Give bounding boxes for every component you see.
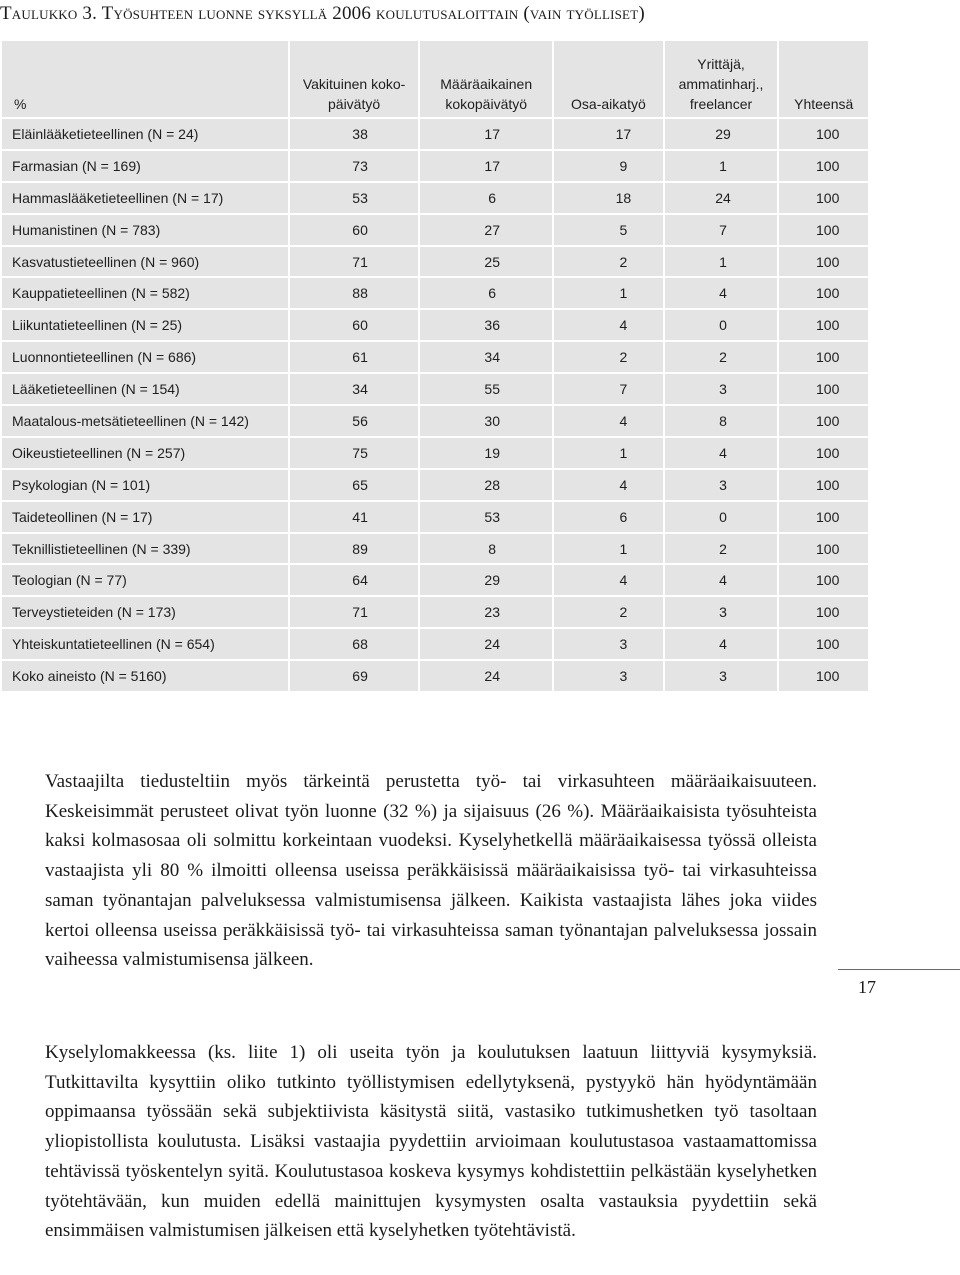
row-label: Humanistinen (N = 783) (2, 215, 288, 245)
table-row (2, 629, 868, 659)
row-label: Luonnontieteellinen (N = 686) (2, 342, 288, 372)
cell-entrepreneur: 4 (665, 438, 778, 468)
cell-part-time: 3 (554, 661, 662, 691)
cell-fixed-term-fulltime: 53 (420, 502, 552, 532)
row-label: Terveystieteiden (N = 173) (2, 597, 288, 627)
cell-part-time: 4 (554, 310, 662, 340)
table-row (2, 342, 868, 372)
cell-permanent-fulltime: 34 (290, 374, 418, 404)
cell-permanent-fulltime: 53 (290, 183, 418, 213)
row-label: Farmasian (N = 169) (2, 151, 288, 181)
row-label: Maatalous-metsätieteellinen (N = 142) (2, 406, 288, 436)
cell-entrepreneur: 3 (665, 597, 778, 627)
cell-entrepreneur: 7 (665, 215, 778, 245)
table-row (2, 438, 868, 468)
cell-fixed-term-fulltime: 17 (420, 119, 552, 149)
cell-part-time: 3 (554, 629, 662, 659)
cell-total: 100 (779, 597, 868, 627)
header-line: Määräaikainen (440, 76, 533, 92)
header-fixed-term-fulltime (420, 41, 552, 117)
cell-part-time: 1 (554, 534, 662, 564)
cell-permanent-fulltime: 41 (290, 502, 418, 532)
header-line: Vakituinen koko- (302, 76, 406, 92)
cell-entrepreneur: 24 (665, 183, 778, 213)
cell-entrepreneur: 3 (665, 470, 778, 500)
cell-entrepreneur: 4 (665, 278, 778, 308)
cell-entrepreneur: 3 (665, 661, 778, 691)
cell-total: 100 (779, 183, 868, 213)
cell-permanent-fulltime: 88 (290, 278, 418, 308)
cell-total: 100 (779, 374, 868, 404)
cell-fixed-term-fulltime: 17 (420, 151, 552, 181)
cell-fixed-term-fulltime: 24 (420, 629, 552, 659)
row-label: Hammaslääketieteellinen (N = 17) (2, 183, 288, 213)
cell-fixed-term-fulltime: 28 (420, 470, 552, 500)
cell-permanent-fulltime: 38 (290, 119, 418, 149)
cell-permanent-fulltime: 60 (290, 215, 418, 245)
row-label: Eläinlääketieteellinen (N = 24) (2, 119, 288, 149)
row-label: Yhteiskuntatieteellinen (N = 654) (2, 629, 288, 659)
table-row (2, 215, 868, 245)
table-row (2, 661, 868, 691)
cell-fixed-term-fulltime: 24 (420, 661, 552, 691)
cell-part-time: 4 (554, 565, 662, 595)
cell-part-time: 5 (554, 215, 662, 245)
cell-permanent-fulltime: 68 (290, 629, 418, 659)
header-line: päivätyö (328, 96, 381, 112)
cell-permanent-fulltime: 71 (290, 247, 418, 277)
page-number: 17 (858, 977, 876, 997)
row-label: Kauppatieteellinen (N = 582) (2, 278, 288, 308)
cell-fixed-term-fulltime: 27 (420, 215, 552, 245)
cell-total: 100 (779, 151, 868, 181)
row-label: Lääketieteellinen (N = 154) (2, 374, 288, 404)
cell-permanent-fulltime: 73 (290, 151, 418, 181)
cell-fixed-term-fulltime: 6 (420, 183, 552, 213)
cell-part-time: 1 (554, 278, 662, 308)
cell-permanent-fulltime: 60 (290, 310, 418, 340)
header-permanent-fulltime (290, 41, 418, 117)
cell-entrepreneur: 4 (665, 629, 778, 659)
cell-part-time: 9 (554, 151, 662, 181)
page-number-rule (838, 969, 960, 970)
cell-part-time: 6 (554, 502, 662, 532)
row-label: Kasvatustieteellinen (N = 960) (2, 247, 288, 277)
cell-total: 100 (779, 278, 868, 308)
header-line: ammatinharj., (678, 76, 764, 92)
row-label: Liikuntatieteellinen (N = 25) (2, 310, 288, 340)
header-total (779, 41, 868, 117)
cell-entrepreneur: 29 (665, 119, 778, 149)
cell-fixed-term-fulltime: 19 (420, 438, 552, 468)
cell-fixed-term-fulltime: 30 (420, 406, 552, 436)
cell-total: 100 (779, 661, 868, 691)
cell-total: 100 (779, 629, 868, 659)
cell-permanent-fulltime: 56 (290, 406, 418, 436)
cell-fixed-term-fulltime: 23 (420, 597, 552, 627)
header-line: freelancer (689, 96, 753, 112)
header-percent: % (2, 41, 288, 117)
cell-entrepreneur: 0 (665, 310, 778, 340)
cell-entrepreneur: 4 (665, 565, 778, 595)
header-line: Yhteensä (794, 96, 854, 112)
cell-permanent-fulltime: 64 (290, 565, 418, 595)
cell-total: 100 (779, 342, 868, 372)
cell-total: 100 (779, 310, 868, 340)
cell-permanent-fulltime: 71 (290, 597, 418, 627)
header-line: kokopäivätyö (445, 96, 528, 112)
table-row (2, 406, 868, 436)
header-line: Yrittäjä, (697, 56, 745, 72)
cell-total: 100 (779, 565, 868, 595)
table-row (2, 119, 868, 149)
cell-fixed-term-fulltime: 34 (420, 342, 552, 372)
cell-total: 100 (779, 502, 868, 532)
cell-entrepreneur: 3 (665, 374, 778, 404)
cell-fixed-term-fulltime: 6 (420, 278, 552, 308)
cell-permanent-fulltime: 69 (290, 661, 418, 691)
cell-part-time: 4 (554, 470, 662, 500)
cell-part-time: 2 (554, 597, 662, 627)
header-entrepreneur (665, 41, 778, 117)
cell-fixed-term-fulltime: 29 (420, 565, 552, 595)
table-row (2, 151, 868, 181)
table-row (2, 374, 868, 404)
cell-permanent-fulltime: 89 (290, 534, 418, 564)
cell-entrepreneur: 2 (665, 342, 778, 372)
cell-fixed-term-fulltime: 55 (420, 374, 552, 404)
cell-total: 100 (779, 119, 868, 149)
cell-part-time: 2 (554, 247, 662, 277)
cell-entrepreneur: 1 (665, 151, 778, 181)
cell-part-time: 4 (554, 406, 662, 436)
cell-part-time: 17 (554, 119, 662, 149)
paragraph-1: Vastaajilta tiedusteltiin myös tärkeintä perustetta työ- tai virkasuhteen määräaikaisuuteen. Keskeisimmät perusteet olivat työn luonne (32 %) ja sijaisuus (26 %). Määräaikaisista työsuhteista kaksi kolmasosaa oli solmittu korkeintaan vuodeksi. Kyselyhetkellä määräaikaisessa työssä olleista vastaajista yli 80 % ilmoitti olleensa useissa peräkkäisissä määräaikaisissa työ- tai virkasuhteissa saman työnantajan palveluksessa valmistumisensa jälkeen. Kaikista vastaajista lähes joka viides kertoi olleensa useissa peräkkäisissä työ- tai virkasuhteissa saman työnantajan palveluksessa jossain vaiheessa valmistumisensa jälkeen. (45, 771, 817, 971)
row-label: Teologian (N = 77) (2, 565, 288, 595)
cell-fixed-term-fulltime: 8 (420, 534, 552, 564)
table-header-row (2, 41, 868, 117)
cell-total: 100 (779, 247, 868, 277)
cell-total: 100 (779, 406, 868, 436)
table-row (2, 247, 868, 277)
row-label: Koko aineisto (N = 5160) (2, 661, 288, 691)
cell-permanent-fulltime: 65 (290, 470, 418, 500)
cell-permanent-fulltime: 75 (290, 438, 418, 468)
employment-table (0, 39, 870, 693)
table-row (2, 310, 868, 340)
row-label: Teknillistieteellinen (N = 339) (2, 534, 288, 564)
paragraph-2: Kyselylomakkeessa (ks. liite 1) oli useita työn ja koulutuksen laatuun liittyviä kysymyksiä. Tutkittavilta kysyttiin oliko tutkinto työllistymisen edellytyksenä, pystyykö hän hyödyntämään oppimaansa työssään sekä subjektiivista käsitystä siitä, vastasiko tutkimushetken työ tasoltaan yliopistollista koulutusta. Lisäksi vastaajia pyydettiin arvioimaan koulutustasoa vastaamattomissa tehtävissä työskentelyn syitä. Koulutustasoa koskeva kysymys kohdistettiin pelkästään kyselyhetken työtehtävään, kun muiden edellä mainittujen kysymysten osalta vastauksia pyydettiin sekä ensimmäisen valmistumisen jälkeisen että kyselyhetken työtehtävistä. (45, 1042, 817, 1242)
table-caption: Taulukko 3. Työsuhteen luonne syksyllä 2006 koulutusaloittain (vain työlliset) (0, 3, 645, 24)
cell-total: 100 (779, 215, 868, 245)
table-row (2, 534, 868, 564)
cell-entrepreneur: 1 (665, 247, 778, 277)
table-row (2, 597, 868, 627)
row-label: Taideteollinen (N = 17) (2, 502, 288, 532)
header-part-time (554, 41, 662, 117)
table-row (2, 470, 868, 500)
cell-entrepreneur: 2 (665, 534, 778, 564)
cell-part-time: 18 (554, 183, 662, 213)
table-row (2, 565, 868, 595)
cell-entrepreneur: 8 (665, 406, 778, 436)
cell-entrepreneur: 0 (665, 502, 778, 532)
cell-part-time: 7 (554, 374, 662, 404)
cell-total: 100 (779, 470, 868, 500)
row-label: Psykologian (N = 101) (2, 470, 288, 500)
cell-fixed-term-fulltime: 25 (420, 247, 552, 277)
cell-permanent-fulltime: 61 (290, 342, 418, 372)
row-label: Oikeustieteellinen (N = 257) (2, 438, 288, 468)
cell-part-time: 1 (554, 438, 662, 468)
header-line: Osa-aikatyö (571, 96, 646, 112)
cell-total: 100 (779, 438, 868, 468)
cell-fixed-term-fulltime: 36 (420, 310, 552, 340)
cell-part-time: 2 (554, 342, 662, 372)
cell-total: 100 (779, 534, 868, 564)
table-row (2, 278, 868, 308)
table-row (2, 183, 868, 213)
table-row (2, 502, 868, 532)
